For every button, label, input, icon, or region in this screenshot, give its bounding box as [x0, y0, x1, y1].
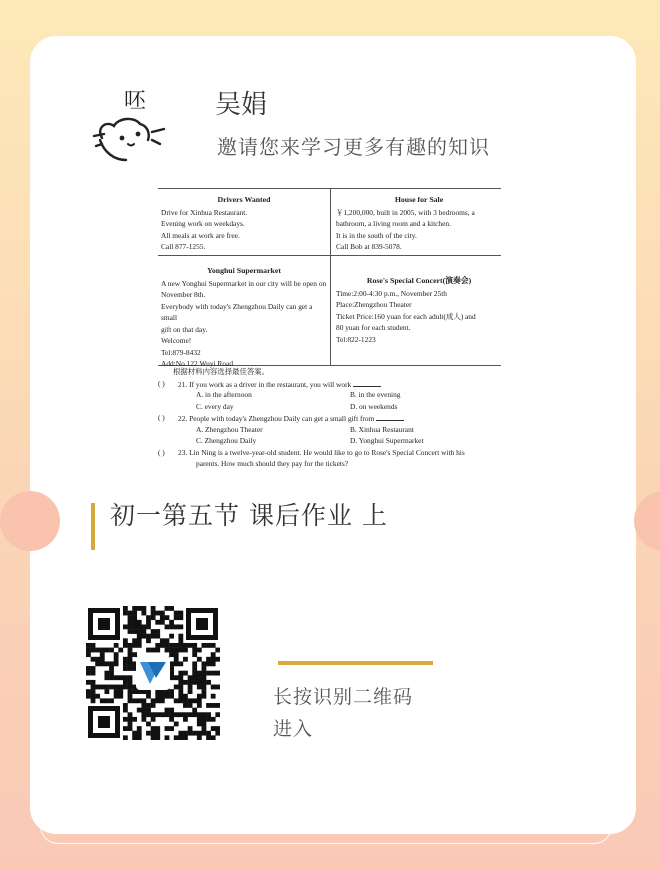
qr-code-icon[interactable]: [86, 606, 220, 740]
author-tagline: 邀请您来学习更多有趣的知识: [217, 135, 490, 159]
ad-line: Welcome!: [161, 336, 192, 345]
options-row: [158, 435, 501, 447]
question-23-continued: [158, 458, 501, 470]
ad-line: Call Bob at 839-5078.: [336, 242, 402, 251]
ad-line: Tel:822-1223: [336, 334, 376, 344]
questions: [158, 366, 501, 470]
title-accent-bar: [91, 503, 95, 550]
option: D. on weekends: [350, 401, 398, 411]
lesson-title: 初一第五节 课后作业 上: [110, 501, 388, 530]
option: C. Zhengzhou Daily: [196, 436, 257, 445]
question-number: 22.: [178, 414, 188, 423]
question-text: If you work as a driver in the restaurant, you will work: [189, 379, 352, 389]
ad-line: Call 877-1255.: [161, 242, 206, 251]
ad-house-for-sale: [336, 194, 502, 253]
question-22: [158, 412, 501, 424]
ad-line: gift on that day.: [161, 324, 208, 334]
answer-blank: ( ): [158, 447, 165, 457]
scan-instruction-line: 长按识别二维码: [273, 686, 414, 708]
ad-line: 80 yuan for each student.: [336, 323, 411, 332]
scan-instruction-line: 进入: [273, 718, 314, 740]
question-23: [158, 447, 501, 459]
ad-line: Everybody with today's Zhengzhou Daily can get a small: [161, 301, 313, 322]
ad-line: Tel:879-8432: [161, 347, 201, 357]
ad-line: Drive for Xinhua Restaurant.: [161, 207, 248, 217]
options-row: [158, 389, 501, 401]
ad-title: House for Sale: [394, 195, 444, 204]
question-number: 21.: [178, 379, 188, 389]
ad-title: Yonghui Supermarket: [207, 266, 281, 275]
ad-line: It is in the south of the city.: [336, 230, 417, 240]
answer-blank: ( ): [158, 413, 165, 422]
avatar-text: 呸: [124, 89, 147, 114]
table-divider-vertical: [330, 189, 331, 365]
answer-blank: ( ): [158, 378, 165, 388]
option: D. Yonghui Supermarket: [350, 436, 424, 445]
qr-accent-bar: [278, 661, 433, 665]
fill-blank: [353, 378, 381, 387]
ad-line: November 8th.: [161, 290, 206, 299]
ad-line: bathroom, a living room and a kitchen.: [336, 219, 451, 228]
options-row: [158, 401, 501, 413]
ad-title: Drivers Wanted: [217, 195, 271, 204]
ad-line: Evening work on weekdays.: [161, 219, 245, 228]
option: B. Xinhua Restaurant: [350, 424, 414, 434]
ad-drivers-wanted: [161, 194, 327, 253]
ad-line: Ticket Price:160 yuan for each adult(成人) and: [336, 311, 476, 321]
ads-table: [158, 188, 501, 366]
option: C. every day: [196, 401, 234, 411]
question-text: parents. How much should they pay for the tickets?: [196, 459, 349, 468]
question-text: People with today's Zhengzhou Daily can get a small gift from: [189, 414, 375, 423]
ad-line: A new Yonghui Supermarket in our city will be open on: [161, 278, 327, 288]
worksheet-image: [155, 188, 505, 473]
ad-yonghui-supermarket: [161, 265, 327, 370]
ad-line: Add:No.122 Wuyi Road: [161, 359, 234, 368]
ad-line: Place:Zhengzhou Theater: [336, 300, 412, 309]
ad-line: Time:2:00-4:30 p.m., November 25th: [336, 288, 447, 298]
option: A. Zhengzhou Theater: [196, 424, 263, 434]
option: B. in the evening: [350, 390, 401, 399]
question-21: [158, 378, 501, 390]
table-divider-horizontal: [158, 255, 501, 256]
instruction: 根据材料内容选择最佳答案。: [173, 367, 270, 376]
options-row: [158, 424, 501, 436]
ad-title: Rose's Special Concert(演奏会): [366, 276, 472, 285]
ad-line: ￥1,200,000, built in 2005, with 3 bedrooms, a: [336, 207, 475, 217]
author-name: 吴娟: [215, 90, 268, 120]
option: A. in the afternoon: [196, 390, 252, 399]
ad-roses-concert: [336, 275, 502, 345]
scan-instruction: [273, 681, 453, 745]
ad-line: All meals at work are free.: [161, 230, 240, 240]
card-notch-right: [634, 491, 660, 551]
fill-blank: [376, 412, 404, 421]
card-notch-left: [0, 491, 60, 551]
question-number: 23.: [178, 447, 188, 457]
question-text: Lin Ning is a twelve-year-old student. He would like to go to Rose's Special Concert with his: [189, 447, 465, 457]
